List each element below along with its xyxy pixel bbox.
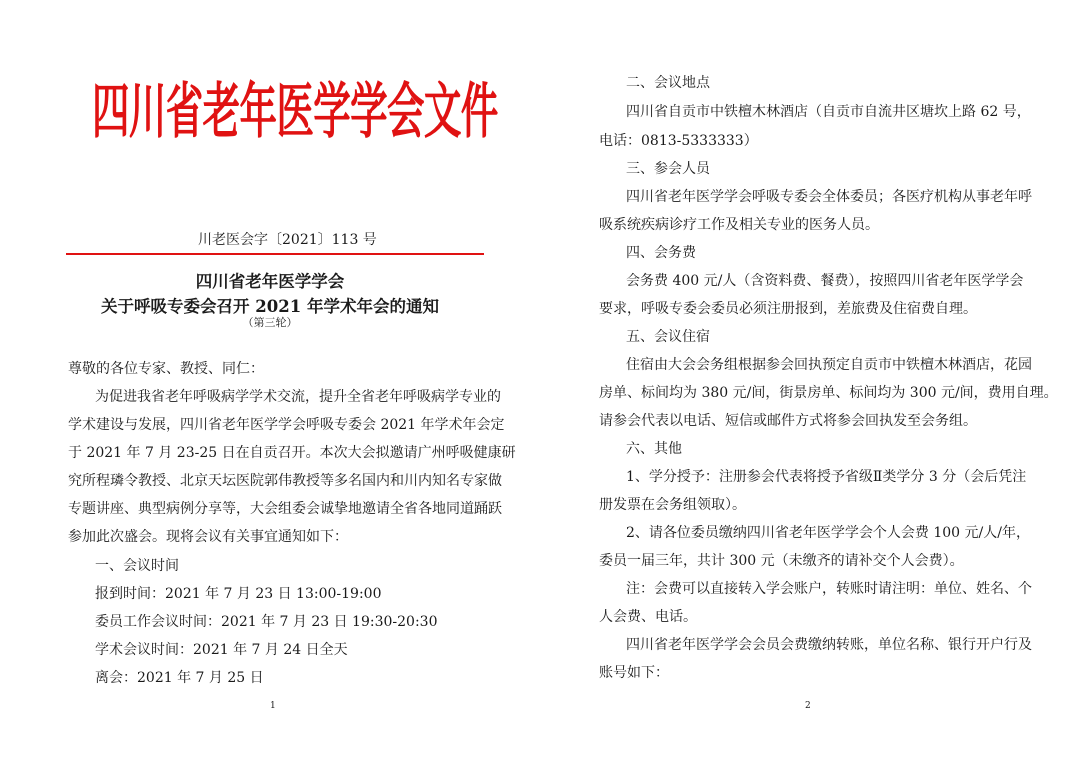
- document-header-title: 四川省老年医学学会文件: [92, 77, 498, 147]
- body-line: 房单、标间均为 380 元/间，街景房单、标间均为 300 元/间，费用自理。: [599, 385, 1058, 401]
- body-line: 注：会费可以直接转入学会账户，转账时请注明：单位、姓名、个: [626, 581, 1032, 597]
- section-heading: 三、参会人员: [626, 161, 710, 177]
- notice-title: 关于呼吸专委会召开 2021 年学术年会的通知: [101, 297, 439, 316]
- body-line: 账号如下：: [599, 665, 669, 681]
- body-line: 1、学分授予：注册参会代表将授予省级Ⅱ类学分 3 分（会后凭注: [626, 469, 1027, 485]
- body-line: 于 2021 年 7 月 23-25 日在自贡召开。本次大会拟邀请广州呼吸健康研: [68, 445, 516, 461]
- body-line: 电话：0813-5333333）: [599, 133, 758, 149]
- schedule-item: 报到时间：2021 年 7 月 23 日 13:00-19:00: [95, 586, 382, 602]
- body-line: 吸系统疾病诊疗工作及相关专业的医务人员。: [599, 217, 879, 233]
- schedule-item: 学术会议时间：2021 年 7 月 24 日全天: [95, 642, 348, 658]
- notice-organization: 四川省老年医学学会: [195, 272, 345, 291]
- red-divider-line: [66, 253, 484, 255]
- body-line: 四川省老年医学学会呼吸专委会全体委员；各医疗机构从事老年呼: [626, 189, 1032, 205]
- body-line: 为促进我省老年呼吸病学学术交流，提升全省老年呼吸病学专业的: [95, 389, 501, 405]
- section-heading: 二、会议地点: [626, 75, 710, 91]
- body-line: 四川省自贡市中铁檀木林酒店（自贡市自流井区塘坎上路 62 号，: [626, 104, 1031, 120]
- section-heading: 一、会议时间: [95, 558, 179, 574]
- body-line: 请参会代表以电话、短信或邮件方式将参会回执发至会务组。: [599, 413, 977, 429]
- body-line: 人会费、电话。: [599, 609, 697, 625]
- section-heading: 六、其他: [626, 441, 682, 457]
- section-heading: 四、会务费: [626, 245, 696, 261]
- page-number: 2: [805, 701, 811, 711]
- schedule-item: 离会：2021 年 7 月 25 日: [95, 670, 264, 686]
- body-line: 学术建设与发展，四川省老年医学学会呼吸专委会 2021 年学术年会定: [68, 417, 505, 433]
- body-line: 委员一届三年，共计 300 元（未缴齐的请补交个人会费）。: [599, 553, 964, 569]
- body-line: 专题讲座、典型病例分享等，大会组委会诚挚地邀请全省各地同道踊跃: [68, 501, 502, 517]
- body-line: 册发票在会务组领取）。: [599, 497, 746, 513]
- body-line: 住宿由大会会务组根据参会回执预定自贡市中铁檀木林酒店，花园: [626, 357, 1032, 373]
- salutation: 尊敬的各位专家、教授、同仁：: [68, 361, 264, 377]
- notice-round: （第三轮）: [242, 316, 298, 329]
- document-number: 川老医会字〔2021〕113 号: [198, 232, 377, 248]
- body-line: 要求，呼吸专委会委员必须注册报到，差旅费及住宿费自理。: [599, 301, 977, 317]
- body-line: 四川省老年医学学会会员会费缴纳转账，单位名称、银行开户行及: [626, 637, 1032, 653]
- body-line: 参加此次盛会。现将会议有关事宜通知如下：: [68, 529, 348, 545]
- section-heading: 五、会议住宿: [626, 329, 710, 345]
- body-line: 2、请各位委员缴纳四川省老年医学学会个人会费 100 元/人/年，: [626, 525, 1030, 541]
- body-line: 会务费 400 元/人（含资料费、餐费），按照四川省老年医学学会: [626, 273, 1024, 289]
- document-page-2: [540, 0, 1080, 766]
- body-line: 究所程璘令教授、北京天坛医院郭伟教授等多名国内和川内知名专家做: [68, 473, 502, 489]
- page-number: 1: [270, 701, 276, 711]
- schedule-item: 委员工作会议时间：2021 年 7 月 23 日 19:30-20:30: [95, 614, 438, 630]
